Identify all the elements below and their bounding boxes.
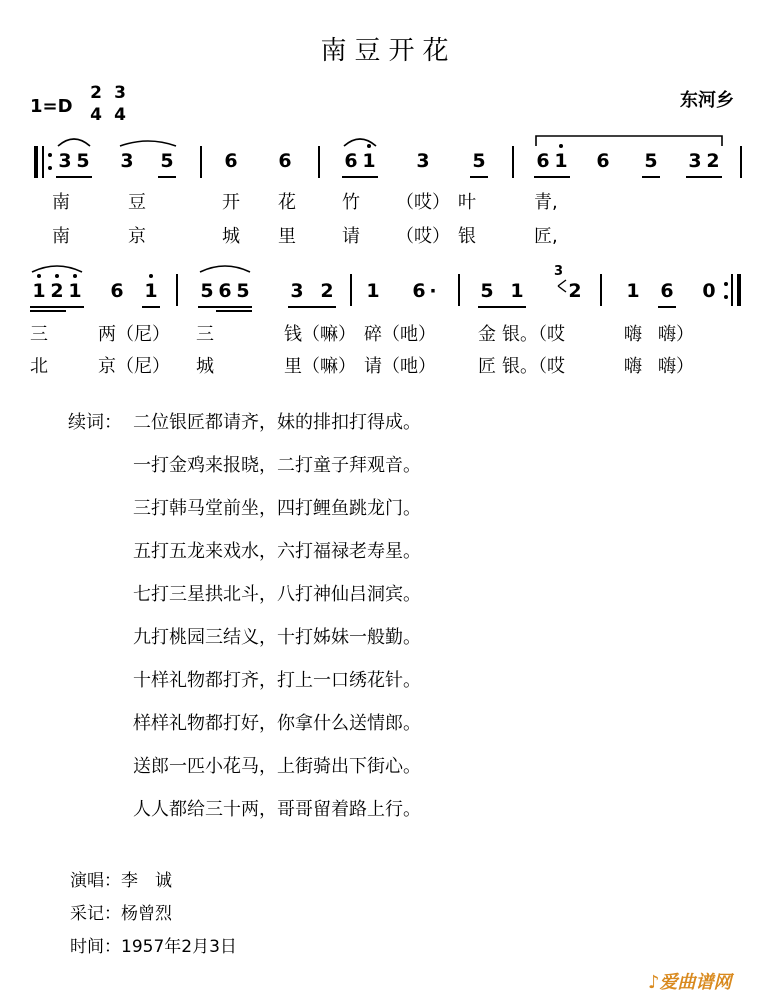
verses-label: 续词： <box>68 412 122 433</box>
note: 1 <box>68 280 82 302</box>
date-credit <box>70 932 237 957</box>
lyric: 城 <box>222 226 240 247</box>
site-watermark: ♪爱曲谱网 <box>648 972 732 993</box>
note: 6 <box>412 280 426 302</box>
time-signature-2-4: 2 4 <box>90 83 102 125</box>
note: 3 <box>416 150 430 172</box>
lyric: 豆 <box>128 192 146 213</box>
lyric: （哎） <box>396 192 450 213</box>
note: 2 <box>50 280 64 302</box>
lyric: 里（嘛） <box>284 356 356 377</box>
note: 3 <box>58 150 72 172</box>
singer-credit <box>70 866 172 891</box>
lyric: 竹 <box>342 192 360 213</box>
lyric: 匠 <box>478 356 496 377</box>
lyric: 叶 <box>458 192 476 213</box>
verse-line: 人人都给三十两，哥哥留着路上行。 <box>133 799 421 820</box>
key-signature: 1=D <box>30 96 73 117</box>
note: 1 <box>626 280 640 302</box>
lyric: 三 <box>196 324 214 345</box>
recorder-credit <box>70 899 172 924</box>
rest: 0 <box>702 280 716 302</box>
verse-line: 样样礼物都打好，你拿什么送情郎。 <box>133 713 421 734</box>
note: 6 <box>110 280 124 302</box>
lyric: 匠, <box>534 226 558 247</box>
lyric: 城 <box>196 356 214 377</box>
lyric: 青, <box>534 192 558 213</box>
lyric: 花 <box>278 192 296 213</box>
verse-line: 三打韩马堂前坐，四打鲤鱼跳龙门。 <box>133 498 421 519</box>
note: 6 <box>218 280 232 302</box>
note: 3 <box>290 280 304 302</box>
lyric: 开 <box>222 192 240 213</box>
lyric: 钱（嘛） <box>284 324 356 345</box>
verse-line: 一打金鸡来报晓，二打童子拜观音。 <box>133 455 421 476</box>
lyric: 银。（哎 <box>502 324 565 345</box>
augmentation-dot: · <box>429 280 437 302</box>
verse-line: 二位银匠都请齐，妹的排扣打得成。 <box>133 412 421 433</box>
recorder-name: 杨曾烈 <box>121 904 172 924</box>
lyric: 银 <box>458 226 476 247</box>
note: 2 <box>320 280 334 302</box>
lyric: （哎） <box>396 226 450 247</box>
date-label: 时间： <box>70 937 121 957</box>
lyric: 请（吔） <box>364 356 436 377</box>
note: 1 <box>554 150 568 172</box>
verse-line: 送郎一匹小花马，上街骑出下街心。 <box>133 756 421 777</box>
note: 5 <box>472 150 486 172</box>
verse-line: 七打三星拱北斗，八打神仙吕洞宾。 <box>133 584 421 605</box>
music-note-icon: ♪ <box>648 972 660 993</box>
note: 3 <box>688 150 702 172</box>
lyric: 银。（哎 <box>502 356 565 377</box>
verse-line: 五打五龙来戏水，六打福禄老寿星。 <box>133 541 421 562</box>
note: 5 <box>76 150 90 172</box>
lyric: 里 <box>278 226 296 247</box>
note: 6 <box>278 150 292 172</box>
lyric: 嗨 <box>624 356 642 377</box>
lyric: 请 <box>342 226 360 247</box>
lyric: 京（尼） <box>98 356 170 377</box>
note: 6 <box>224 150 238 172</box>
note: 5 <box>644 150 658 172</box>
note: 1 <box>510 280 524 302</box>
lyric: 嗨） <box>658 356 694 377</box>
note: 2 <box>568 280 582 302</box>
lyric: 北 <box>30 356 48 377</box>
note: 5 <box>160 150 174 172</box>
lyric: 南 <box>52 226 70 247</box>
date-value: 1957年2月3日 <box>121 937 237 957</box>
lyric: 嗨） <box>658 324 694 345</box>
recorder-label: 采记： <box>70 904 121 924</box>
note: 6 <box>344 150 358 172</box>
note: 5 <box>480 280 494 302</box>
lyric: 两（尼） <box>98 324 170 345</box>
lyric: 三 <box>30 324 48 345</box>
verse-line: 十样礼物都打齐，打上一口绣花针。 <box>133 670 421 691</box>
note: 5 <box>236 280 250 302</box>
verse-line: 九打桃园三结义，十打姊妹一般勤。 <box>133 627 421 648</box>
singer-label: 演唱： <box>70 871 121 891</box>
note: 2 <box>706 150 720 172</box>
lyric: 嗨 <box>624 324 642 345</box>
lyric: 碎（吔） <box>364 324 436 345</box>
note: 1 <box>366 280 380 302</box>
region-label: 东河乡 <box>680 90 734 111</box>
note: 1 <box>32 280 46 302</box>
lyric: 南 <box>52 192 70 213</box>
note: 1 <box>362 150 376 172</box>
note: 6 <box>660 280 674 302</box>
note: 1 <box>144 280 158 302</box>
note: 6 <box>596 150 610 172</box>
grace-note: 3 <box>554 264 564 279</box>
note: 5 <box>200 280 214 302</box>
time-signature-3-4: 3 4 <box>114 83 126 125</box>
singer-name: 李 诚 <box>121 871 172 891</box>
note: 6 <box>536 150 550 172</box>
lyric: 京 <box>128 226 146 247</box>
song-title: 南豆开花 <box>320 36 457 66</box>
lyric: 金 <box>478 324 496 345</box>
note: 3 <box>120 150 134 172</box>
